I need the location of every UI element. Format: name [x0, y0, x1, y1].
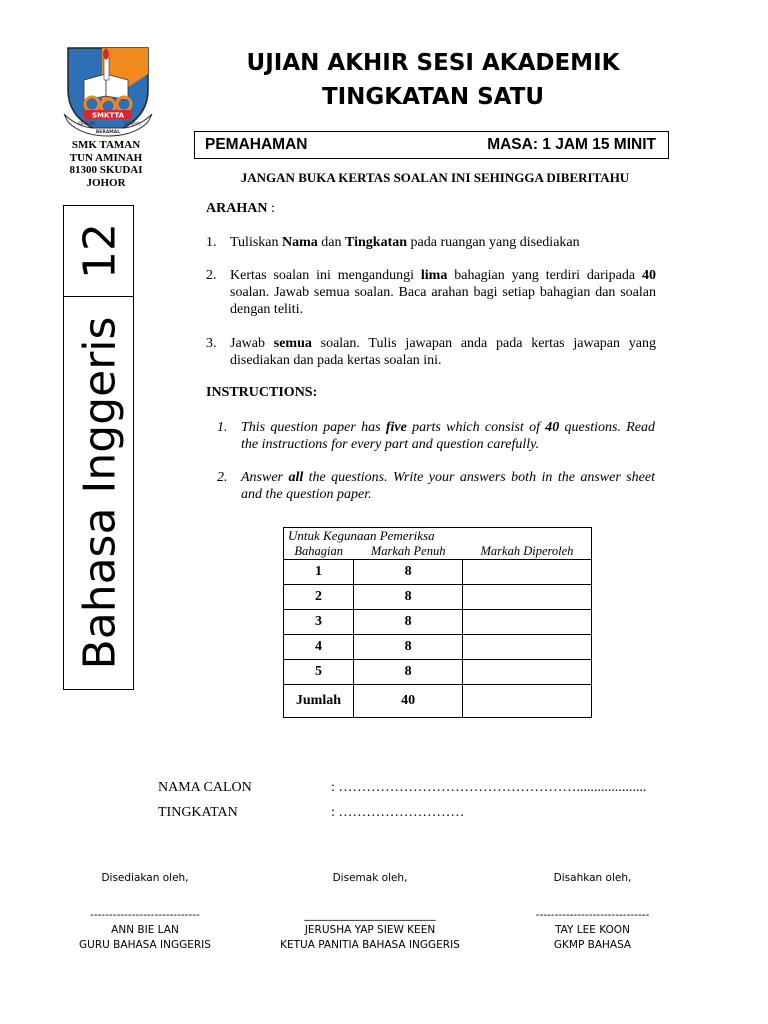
arahan-heading-text: ARAHAN	[206, 201, 268, 216]
section-cell: 1	[284, 560, 354, 585]
signatory-title: GKMP BAHASA	[553, 939, 632, 951]
table-row	[284, 660, 592, 685]
instruction-item: 2. Answer all the questions. Write your answers both in the answer sheet and the question paper.	[217, 470, 656, 502]
arahan-heading-colon: :	[267, 201, 275, 216]
arahan-heading	[206, 201, 275, 217]
total-marks-cell: 40	[353, 685, 463, 718]
signature-line: _________________________	[304, 909, 436, 921]
full-marks-cell: 8	[353, 610, 463, 635]
school-line: TUN AMINAH	[69, 151, 143, 164]
total-obtained-cell[interactable]	[463, 685, 592, 718]
column-header: Markah Penuh	[370, 544, 446, 558]
total-row	[284, 685, 592, 718]
full-marks-cell: 8	[353, 560, 463, 585]
signature-role: Disahkan oleh,	[553, 872, 632, 884]
school-line: SMK TAMAN	[71, 139, 141, 151]
signatory-title: KETUA PANITIA BAHASA INGGERIS	[280, 939, 460, 951]
column-header: Bahagian	[284, 544, 354, 560]
paper-code: 12	[74, 223, 125, 279]
exam-subtitle: TINGKATAN SATU	[321, 84, 545, 110]
candidate-form-label: TINGKATAN	[158, 805, 238, 820]
signatory-name: TAY LEE KOON	[555, 924, 630, 936]
paper-code-cell	[64, 206, 135, 296]
full-marks-cell: 8	[353, 585, 463, 610]
section-cell: 5	[284, 660, 354, 685]
signature-block-approved	[510, 871, 675, 953]
item-number: 2.	[206, 268, 217, 283]
instruction-item: 1. This question paper has five parts which consist of 40 questions. Read the instructions for every part and question carefully.	[217, 420, 655, 452]
signature-block-prepared	[60, 871, 230, 953]
column-header: Markah Diperoleh	[463, 544, 592, 560]
table-row	[284, 610, 592, 635]
paper-name: PEMAHAMAN	[205, 136, 308, 153]
side-label-box	[63, 205, 134, 690]
candidate-name-field[interactable]: : ……………………………………………....................	[331, 780, 647, 795]
obtained-marks-cell[interactable]	[463, 660, 592, 685]
subject-name: Bahasa Inggeris	[74, 316, 125, 670]
section-cell: 2	[284, 585, 354, 610]
instructions-heading: INSTRUCTIONS:	[206, 385, 318, 400]
item-number: 3.	[206, 336, 217, 351]
table-row	[284, 635, 592, 660]
signature-line: -----------------------------	[90, 909, 200, 921]
table-row	[284, 585, 592, 610]
crest-motto-left: BERILMU	[78, 121, 96, 126]
warning-notice: JANGAN BUKA KERTAS SOALAN INI SEHINGGA DIBERITAHU	[240, 170, 630, 185]
obtained-marks-cell[interactable]	[463, 585, 592, 610]
crest-banner: BERAMAL	[95, 130, 121, 135]
school-line: JOHOR	[86, 176, 126, 189]
full-marks-cell: 8	[353, 635, 463, 660]
candidate-form-field[interactable]: : ………………………	[331, 805, 465, 820]
item-number: 1.	[217, 420, 228, 435]
full-marks-cell: 8	[353, 660, 463, 685]
item-number: 1.	[206, 235, 217, 250]
paper-duration: MASA: 1 JAM 15 MINIT	[487, 136, 656, 153]
section-cell: 4	[284, 635, 354, 660]
obtained-marks-cell[interactable]	[463, 560, 592, 585]
section-cell: 3	[284, 610, 354, 635]
signature-line: ------------------------------	[535, 909, 650, 921]
paper-info-bar	[194, 131, 669, 159]
arahan-item: 1. Tuliskan Nama dan Tingkatan pada ruangan yang disediakan	[206, 235, 580, 250]
subject-cell	[64, 297, 135, 689]
signature-role: Disemak oleh,	[332, 872, 408, 884]
signature-block-checked	[270, 871, 470, 953]
arahan-item: 2. Kertas soalan ini mengandungi lima bahagian yang terdiri daripada 40 soalan. Jawab semua soalan. Baca arahan bagi setiap bahagian dan soalan dengan teliti.	[206, 268, 656, 317]
table-caption: Untuk Kegunaan Pemeriksa	[284, 528, 592, 545]
signatory-name: JERUSHA YAP SIEW KEEN	[304, 924, 436, 936]
school-crest-logo	[62, 44, 154, 138]
table-row	[284, 560, 592, 585]
obtained-marks-cell[interactable]	[463, 610, 592, 635]
school-address	[50, 139, 162, 189]
item-number: 2.	[217, 470, 228, 485]
school-line: 81300 SKUDAI	[69, 164, 143, 176]
crest-text: SMKTTA	[91, 111, 125, 120]
signature-role: Disediakan oleh,	[101, 872, 189, 884]
obtained-marks-cell[interactable]	[463, 635, 592, 660]
exam-title: UJIAN AKHIR SESI AKADEMIK	[246, 50, 620, 76]
candidate-name-label: NAMA CALON	[158, 780, 252, 795]
examiner-marks-table	[283, 527, 592, 718]
crest-motto-right: BERJAYA	[124, 121, 141, 126]
signatory-title: GURU BAHASA INGGERIS	[79, 939, 211, 951]
arahan-item: 3. Jawab semua soalan. Tulis jawapan anda pada kertas jawapan yang disediakan dan pada kertas soalan ini.	[206, 336, 656, 368]
signatory-name: ANN BIE LAN	[111, 924, 179, 936]
total-label-cell: Jumlah	[284, 685, 354, 718]
